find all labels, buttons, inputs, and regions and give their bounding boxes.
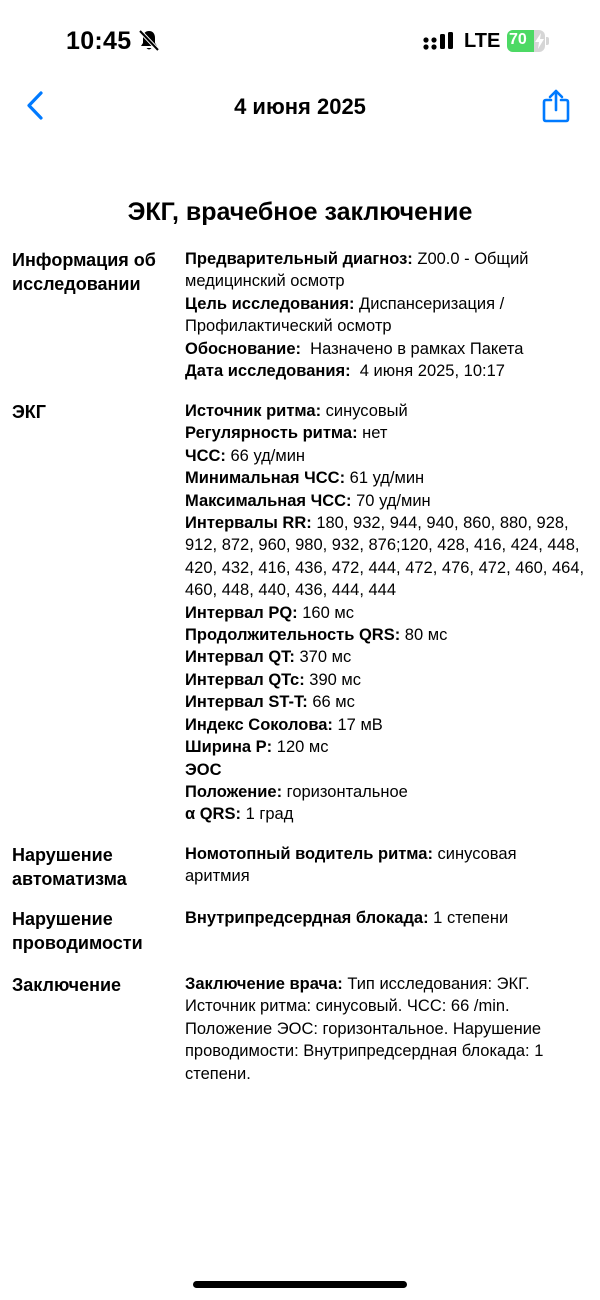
field-value: 17 мВ (332, 715, 383, 734)
field-row (185, 602, 585, 624)
field-value: синусовый (321, 402, 408, 420)
field-value: 66 мс (307, 693, 355, 712)
field-value: 1 степени (428, 909, 509, 927)
field-row (185, 691, 585, 713)
field-row (185, 669, 585, 691)
section-label: Нарушение проводимости (12, 909, 143, 953)
field-value: 70 уд/мин (351, 491, 431, 510)
field-value: Z00.0 - Общий медицинский осмотр (185, 250, 534, 291)
field-value: 66 уд/мин (225, 446, 306, 465)
signal-strength-icon (423, 32, 455, 50)
field-key: Интервал PQ: (185, 603, 298, 622)
field-value: 160 мс (297, 603, 354, 622)
field-key: Номотопный водитель ритма: (185, 845, 433, 863)
section-body (185, 400, 589, 826)
carrier-label: LTE (464, 30, 501, 52)
section-label: ЭКГ (12, 402, 46, 422)
field-row (185, 646, 585, 668)
section-label: Заключение (12, 975, 122, 995)
field-key: Заключение врача: (185, 975, 343, 993)
section-body (185, 907, 585, 929)
bell-off-icon (138, 29, 160, 53)
field-row (185, 445, 585, 467)
field-value: горизонтальное (282, 782, 408, 801)
field-key: Продолжительность QRS: (185, 626, 401, 645)
section-label: Информация об исследовании (12, 250, 156, 294)
field-value: 61 уд/мин (345, 469, 425, 488)
field-key: Дата исследования: (185, 362, 351, 381)
field-key: Обоснование: (185, 339, 301, 358)
field-value: Диспансеризация / Профилактический осмотр (185, 294, 509, 336)
home-indicator (193, 1281, 407, 1288)
field-key: Минимальная ЧСС: (185, 469, 346, 488)
field-row (185, 360, 585, 382)
field-row (185, 843, 585, 888)
field-value: 390 мс (304, 670, 361, 689)
field-key: Ширина P: (185, 738, 273, 757)
field-value: 1 град (240, 805, 294, 824)
field-key: Положение: (185, 782, 283, 801)
share-button[interactable] (541, 88, 571, 124)
nav-title: 4 июня 2025 (234, 94, 366, 119)
field-row (185, 400, 585, 422)
field-key: Внутрипредсердная блокада: (185, 909, 429, 927)
field-key: Интервал ST-T: (185, 693, 308, 712)
battery-icon (507, 30, 551, 52)
field-value: 180, 932, 944, 940, 860, 880, 928, 912, 872, 960, 980, 932, 876;120, 428, 416, 424, 448, 420, 432, 416, 436, 472, 444, 472, 476, 472, 460, 464, 460, 448, 440, 436, 444, 444 (185, 514, 589, 600)
field-row (185, 422, 585, 444)
share-icon (541, 88, 571, 124)
field-row (185, 467, 585, 489)
field-value: 4 июня 2025, 10:17 (350, 362, 505, 381)
field-row (185, 714, 585, 736)
field-row (185, 907, 585, 929)
field-key: Интервалы RR: (185, 514, 312, 533)
navigation-bar (0, 80, 600, 136)
field-row (185, 759, 585, 781)
section-body (185, 843, 585, 888)
field-key: Цель исследования: (185, 294, 355, 313)
field-row (185, 338, 585, 360)
field-value: Тип исследования: ЭКГ. Источник ритма: синусовый. ЧСС: 66 /min. Положение ЭОС: горизонтальное. Нарушение проводимости: Внутрипредсердная блокада: 1 степени. (185, 975, 548, 1083)
status-bar (0, 0, 600, 80)
field-row (185, 624, 585, 646)
field-value: синусовая аритмия (185, 845, 522, 886)
document-title: ЭКГ, врачебное заключение (127, 198, 473, 226)
field-value: 80 мс (400, 626, 448, 645)
field-key: Максимальная ЧСС: (185, 491, 352, 510)
section-body (185, 248, 585, 382)
field-key: Регулярность ритма: (185, 424, 358, 443)
field-key: ЧСС: (185, 446, 226, 465)
field-key: α QRS: (185, 805, 241, 824)
section-body (185, 973, 585, 1085)
field-value: нет (357, 424, 388, 443)
field-key: Источник ритма: (185, 402, 322, 420)
status-time: 10:45 (66, 27, 132, 55)
field-row (185, 736, 585, 758)
field-row (185, 512, 589, 602)
field-key: Интервал QTc: (185, 670, 305, 689)
field-key: Интервал QT: (185, 648, 295, 667)
field-value: Назначено в рамках Пакета (301, 339, 524, 358)
field-key: Предварительный диагноз: (185, 250, 413, 268)
field-row (185, 781, 585, 803)
field-key: ЭОС (185, 760, 222, 779)
field-row (185, 248, 585, 293)
field-row (185, 973, 585, 1085)
field-row (185, 803, 585, 825)
battery-level: 70 (509, 31, 527, 48)
section-label: Нарушение автоматизма (12, 845, 127, 889)
field-key: Индекс Соколова: (185, 715, 333, 734)
field-value: 370 мс (294, 648, 352, 667)
charging-bolt-icon (535, 33, 544, 49)
field-row (185, 293, 585, 338)
field-row (185, 490, 585, 512)
field-value: 120 мс (272, 738, 329, 757)
